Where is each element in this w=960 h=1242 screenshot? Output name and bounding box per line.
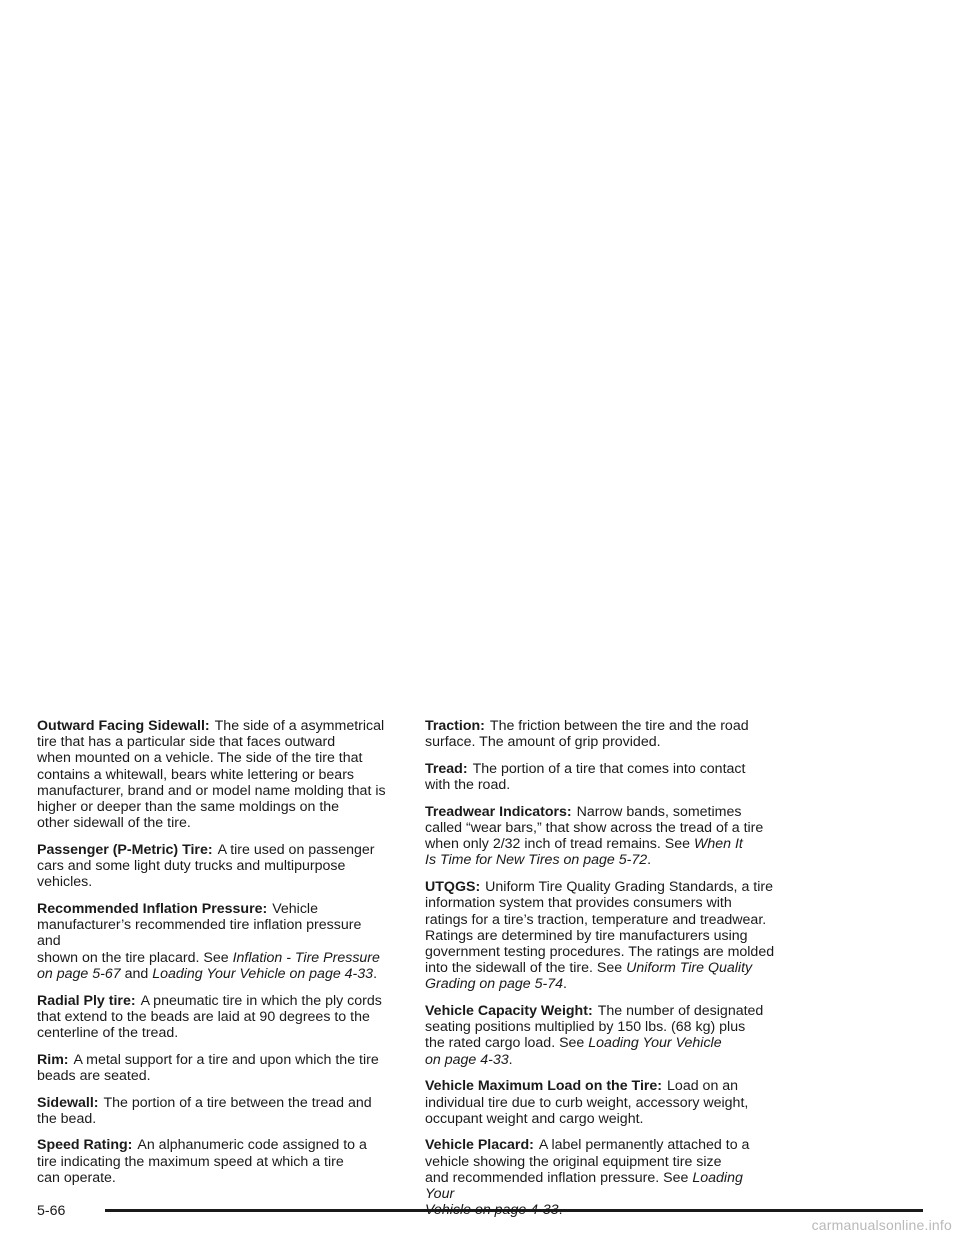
- page-number: 5-66: [37, 1203, 66, 1219]
- definition-text: A pneumatic tire in which the ply cords that extend to the beads are laid at 90 degrees to the centerline of the tread.: [37, 992, 382, 1041]
- glossary-entry: [425, 804, 775, 869]
- glossary-term: Vehicle Placard:: [425, 1137, 534, 1154]
- glossary-entry: [425, 1078, 775, 1127]
- footer-rule: [105, 1209, 923, 1212]
- glossary-term: Rim:: [37, 1051, 69, 1068]
- glossary-entry: [425, 879, 775, 992]
- glossary-right-column: [425, 718, 775, 1229]
- cross-reference: Loading Your Vehicle on page 4-33: [152, 965, 374, 982]
- glossary-left-column: [37, 718, 387, 1197]
- glossary-entry: [425, 718, 775, 750]
- definition-text: The portion of a tire that comes into contact with the road.: [425, 760, 746, 794]
- definition-text: The number of designated seating positions multiplied by 150 lbs. (68 kg) plus the rated cargo load. See: [425, 1003, 764, 1052]
- glossary-entry: [425, 761, 775, 793]
- definition-text: .: [563, 976, 567, 993]
- glossary-term: UTQGS:: [425, 879, 481, 896]
- definition-text: The side of a asymmetrical tire that has a particular side that faces outward when mounted on a vehicle. The side of the tire that contains a whitewall, bears white lettering or bears manufacturer, brand and or model name molding that is higher or deeper than the same moldings on the other sidewall of the tire.: [37, 718, 386, 832]
- cross-reference: Loading Your: [425, 1169, 743, 1203]
- glossary-entry: [37, 1052, 387, 1084]
- glossary-term: Treadwear Indicators:: [425, 803, 572, 820]
- glossary-entry: [37, 842, 387, 891]
- definition-text: A tire used on passenger cars and some light duty trucks and multipurpose vehicles.: [37, 841, 375, 891]
- glossary-term: Speed Rating:: [37, 1137, 133, 1154]
- cross-reference: Uniform Tire Quality Grading on page 5-74: [425, 960, 753, 993]
- glossary-term: Radial Ply tire:: [37, 992, 136, 1009]
- definition-text: .: [373, 965, 378, 982]
- watermark: carmanualsonline.info: [811, 1217, 952, 1233]
- cross-reference: When It Is Time for New Tires on page 5-72: [425, 836, 743, 869]
- glossary-entry: [37, 901, 387, 982]
- definition-text: Vehicle manufacturer’s recommended tire inflation pressure and shown on the tire placard. See: [37, 901, 362, 966]
- glossary-term: Recommended Inflation Pressure:: [37, 901, 268, 918]
- glossary-entry: [37, 1137, 387, 1186]
- glossary-term: Sidewall:: [37, 1094, 99, 1111]
- glossary-term: Vehicle Capacity Weight:: [425, 1003, 593, 1020]
- glossary-term: Vehicle Maximum Load on the Tire:: [425, 1078, 663, 1095]
- definition-text: An alphanumeric code assigned to a tire indicating the maximum speed at which a tire can operate.: [37, 1137, 367, 1186]
- definition-text: .: [647, 852, 652, 869]
- glossary-term: Tread:: [425, 760, 468, 777]
- glossary-term: Traction:: [425, 718, 485, 734]
- glossary-term: Outward Facing Sidewall:: [37, 718, 210, 734]
- glossary-entry: [425, 1137, 775, 1218]
- cross-reference: Loading Your Vehicle on page 4-33: [425, 1035, 722, 1068]
- glossary-entry: [425, 1003, 775, 1068]
- definition-text: Narrow bands, sometimes called “wear bars,” that show across the tread of a tire when only 2/32 inch of tread remains. See: [425, 803, 764, 853]
- definition-text: The friction between the tire and the road surface. The amount of grip provided.: [425, 718, 749, 751]
- definition-text: .: [508, 1051, 513, 1068]
- definition-text: Load on an individual tire due to curb weight, accessory weight, occupant weight and cargo weight.: [425, 1078, 749, 1127]
- definition-text: Uniform Tire Quality Grading Standards, a tire information system that provides consumers with ratings for a tire’s traction, temperature and treadwear. Ratings are determined by tire manufacturers using government testing procedures. The ratings are molded into the sidewall of the tire. See: [425, 879, 775, 977]
- glossary-entry: [37, 993, 387, 1042]
- definition-text: and: [120, 965, 153, 982]
- glossary-entry: [37, 718, 387, 831]
- definition-text: A label permanently attached to a vehicle showing the original equipment tire size and recommended inflation pressure. See: [425, 1137, 750, 1186]
- definition-text: A metal support for a tire and upon which the tire beads are seated.: [37, 1051, 379, 1084]
- cross-reference: Inflation - Tire Pressure on page 5-67: [37, 949, 380, 982]
- glossary-term: Passenger (P-Metric) Tire:: [37, 841, 213, 858]
- definition-text: The portion of a tire between the tread and the bead.: [37, 1094, 372, 1127]
- glossary-entry: [37, 1095, 387, 1127]
